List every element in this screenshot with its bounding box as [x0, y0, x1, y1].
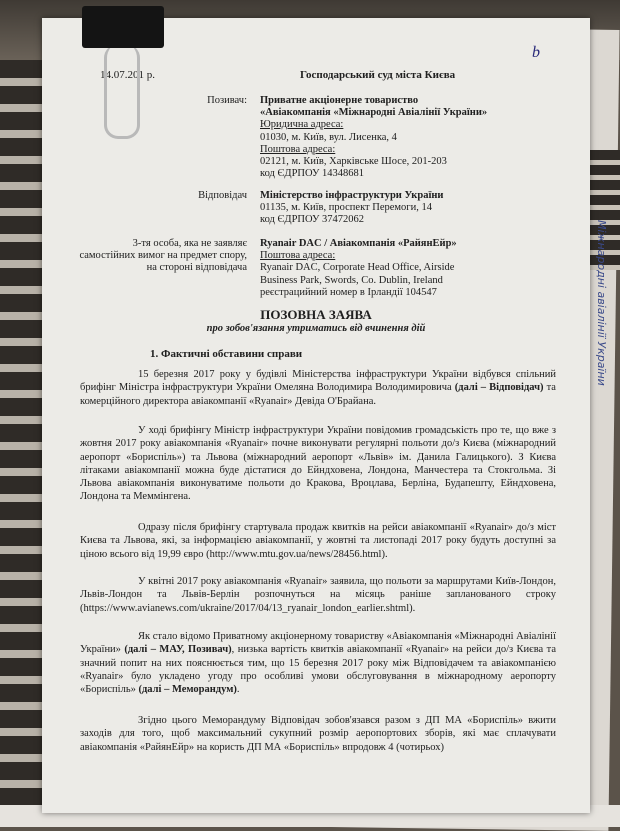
binder-clip-body	[82, 6, 164, 48]
defendant-code: код ЄДРПОУ 37472062	[260, 214, 365, 226]
defendant-info	[260, 190, 500, 227]
margin-handwritten-note: Міжнародні авіалінії України	[595, 220, 608, 386]
document-date: 14.07.201 р.	[100, 69, 155, 81]
third-party-block	[42, 238, 590, 302]
defendant-block	[42, 190, 590, 230]
third-party-address-line2: Business Park, Swords, Co. Dublin, Ireland	[260, 274, 443, 286]
section-heading-1: 1. Фактичні обставини справи	[150, 348, 303, 360]
paragraph-6: Згідно цього Меморандуму Відповідач зобов'язався разом з ДП МА «Бориспіль» вжити заходів для того, щоб максимальний сукупний розмір аеропортових зборів, які має сплачувати авіакомпанія «РайянЕйр» на користь ДП МА «Бориспіль» впродовж 4 (чотирьох)	[80, 715, 556, 753]
third-party-post-label: Поштова адреса:	[260, 250, 336, 262]
document-title: ПОЗОВНА ЗАЯВА	[260, 307, 372, 322]
binder-clip	[78, 0, 168, 150]
third-party-info	[260, 238, 500, 299]
third-party-label-line1: 3-тя особа, яка не заявляє	[132, 238, 247, 249]
plaintiff-label: Позивач:	[207, 95, 247, 106]
paragraph-5: Як стало відомо Приватному акціонерному товариству «Авіакомпанія «Міжнародні Авіалінії України» (далі – МАУ, Позивач), низька вартість квитків авіакомпанії «Ryanair» на рейси до/з Києва та значний попит на них пояснюється тим, що 15 березня 2017 року між Відповідачем та авіакомпанією «Ryanair» було укладено угоду про особливі умови обслуговування в міжнародному аеропорту «Бориспіль» (далі – Меморандум).	[80, 631, 556, 696]
plaintiff-name-line1: Приватне акціонерне товариство	[260, 95, 419, 106]
paragraph-3: Одразу після брифінгу стартувала продаж квитків на рейси авіакомпанії «Ryanair» до/з міст Києва та Львова, які, за інформацією авіакомпанії, у жовтні та листопаді 2017 року будуть доступні за ціною всього від 19,99 євро (http://www.mtu.gov.ua/news/28456.html).	[80, 522, 556, 560]
third-party-label-line2: самостійних вимог на предмет спору,	[79, 250, 247, 262]
court-name: Господарський суд міста Києва	[300, 69, 456, 81]
paragraph-4: У квітні 2017 року авіакомпанія «Ryanair» заявила, що польоти за маршрутами Київ-Лондон, Львів-Лондон та Львів-Берлін розпочнуться на місяць раніше запланованого строку (https://www.avianews.com/ukraine/2017/04/13_ryanair_london_earlier.shtml).	[80, 576, 556, 614]
plaintiff-name-line2: «Авіакомпанія «Міжнародні Авіалінії України»	[260, 107, 488, 119]
defendant-address: 01135, м. Київ, проспект Перемоги, 14	[260, 202, 432, 214]
defendant-name: Міністерство інфраструктури України	[260, 190, 444, 201]
third-party-registration: реєстрацийний номер в Ірландії 104547	[260, 286, 437, 298]
plaintiff-post-address: 02121, м. Київ, Харківське Шосе, 201-203	[260, 156, 447, 168]
third-party-label	[42, 238, 247, 275]
third-party-label-line3: на стороні відповідача	[146, 262, 247, 274]
page-mark: b	[532, 44, 540, 61]
third-party-name: Ryanair DAC / Авіакомпанія «РайянЕйр»	[260, 238, 457, 249]
plaintiff-legal-label: Юридична адреса:	[260, 119, 344, 131]
plaintiff-info	[260, 95, 500, 180]
plaintiff-legal-address: 01030, м. Київ, вул. Лисенка, 4	[260, 131, 397, 143]
third-party-address-line1: Ryanair DAC, Corporate Head Office, Airside	[260, 262, 455, 274]
paragraph-1: 15 березня 2017 року у будівлі Міністерства інфраструктури України відбувся спільний брифінг Міністра інфраструктури України Омеляна Володимира Володимировича (далі – Відповідач) та комерційного директора авіакомпанії «Ryanair» Девіда О'Брайана.	[80, 369, 556, 407]
paragraph-2: У ході брифінгу Міністр інфраструктури України повідомив громадськість про те, що вже з жовтня 2017 року авіакомпанія «Ryanair» почне виконувати регулярні польоти до/з Києва (міжнародний аеропорт «Бориспіль») та Львова (міжнародний аеропорт «Львів» ім. Данила Галицького). З Києва літаками авіакомпанії можна буде дістатися до Ейндховена, Лондона, Манчестера та Стокгольма. Зі Львова авіакомпанія виконуватиме польоти до Кракова, Вроцлава, Берліна, Будапешту, Ейндховена, Лондона та Меммінгена.	[80, 425, 556, 503]
defendant-label: Відповідач	[198, 190, 247, 201]
binder-clip-handle	[104, 44, 140, 139]
plaintiff-post-label: Поштова адреса:	[260, 143, 336, 155]
plaintiff-code: код ЄДРПОУ 14348681	[260, 168, 365, 180]
document-subtitle: про зобов'язання утриматись від вчинення дій	[206, 323, 426, 334]
